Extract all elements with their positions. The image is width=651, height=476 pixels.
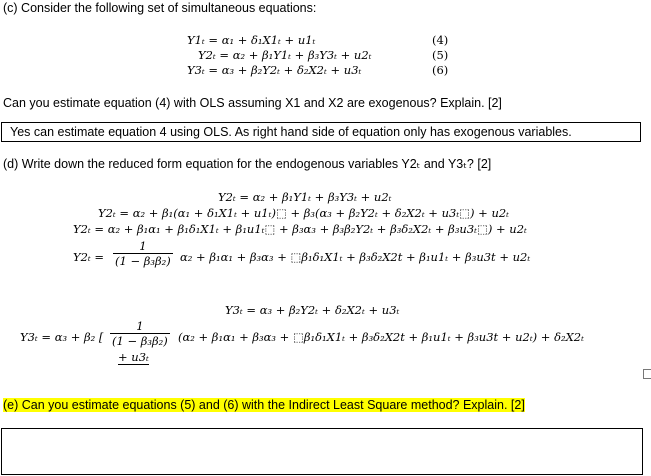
equation-4: Y1ₜ = α₁ + δ₁X1ₜ + u1ₜ: [187, 33, 316, 47]
y3-structural-equation: Y3ₜ = α₃ + β₂Y2ₜ + δ₂X2ₜ + u3ₜ: [225, 303, 400, 317]
y2-structural-equation: Y2ₜ = α₂ + β₁Y1ₜ + β₃Y3ₜ + u2ₜ: [218, 190, 392, 204]
part-c-heading: (c) Consider the following set of simultaneous equations:: [3, 1, 317, 15]
part-c-answer-box[interactable]: [1, 122, 641, 142]
part-c-answer-text: Yes can estimate equation 4 using OLS. As right hand side of equation only has exogenous variables.: [10, 125, 572, 139]
y2-fraction-denominator: (1 − β₃β₂): [115, 254, 171, 268]
equation-6: Y3ₜ = α₃ + β₂Y2ₜ + δ₂X2ₜ + u3ₜ: [187, 63, 362, 77]
part-c-question: Can you estimate equation (4) with OLS assuming X1 and X2 are exogenous? Explain. [2]: [3, 96, 502, 110]
y2-reduced-fraction: [113, 239, 173, 268]
part-d-question: (d) Write down the reduced form equation for the endogenous variables Y2ₜ and Y3ₜ? [2]: [3, 157, 492, 171]
part-e-question: (e) Can you estimate equations (5) and (6) with the Indirect Least Square method? Explain. [2]: [3, 398, 525, 412]
y3-reduced-rhs: (α₂ + β₁α₁ + β₃α₃ + ⬚β₁δ₁X1ₜ + β₃δ₂X2t + β₁u1ₜ + β₃u3t + u2ₜ) + δ₂X2ₜ: [178, 330, 584, 344]
y2-reduced-lhs: Y2ₜ =: [73, 250, 105, 264]
part-e-answer-box[interactable]: [1, 428, 643, 475]
y3-fraction-denominator: (1 − β₃β₂): [112, 334, 168, 348]
y3-reduced-fraction: [110, 319, 170, 348]
y2-substitution-line: Y2ₜ = α₂ + β₁(α₁ + δ₁X1ₜ + u1ₜ)⬚ + β₃(α₃ + β₂Y2ₜ + δ₂X2ₜ + u3ₜ⬚) + u2ₜ: [98, 206, 510, 220]
y3-fraction-numerator: 1: [110, 319, 170, 334]
equation-6-number: (6): [432, 63, 449, 77]
equation-5: Y2ₜ = α₂ + β₁Y1ₜ + β₃Y3ₜ + u2ₜ: [198, 48, 372, 62]
equation-5-number: (5): [432, 48, 449, 62]
y2-reduced-rhs: α₂ + β₁α₁ + β₃α₃ + ⬚β₁δ₁X1ₜ + β₃δ₂X2t + β₁u1ₜ + β₃u3t + u2ₜ: [180, 250, 531, 264]
resize-handle-icon[interactable]: [643, 369, 651, 379]
y2-expanded-line: Y2ₜ = α₂ + β₁α₁ + β₁δ₁X1ₜ + β₁u1ₜ⬚ + β₃α₃ + β₃β₂Y2ₜ + β₃δ₂X2ₜ + β₃u3ₜ⬚) + u2ₜ: [73, 222, 527, 236]
y2-fraction-numerator: 1: [113, 239, 173, 254]
y3-reduced-continuation: + u3ₜ: [118, 350, 149, 364]
equation-4-number: (4): [432, 33, 449, 47]
y3-reduced-lhs: Y3ₜ = α₃ + β₂ [: [20, 330, 104, 344]
